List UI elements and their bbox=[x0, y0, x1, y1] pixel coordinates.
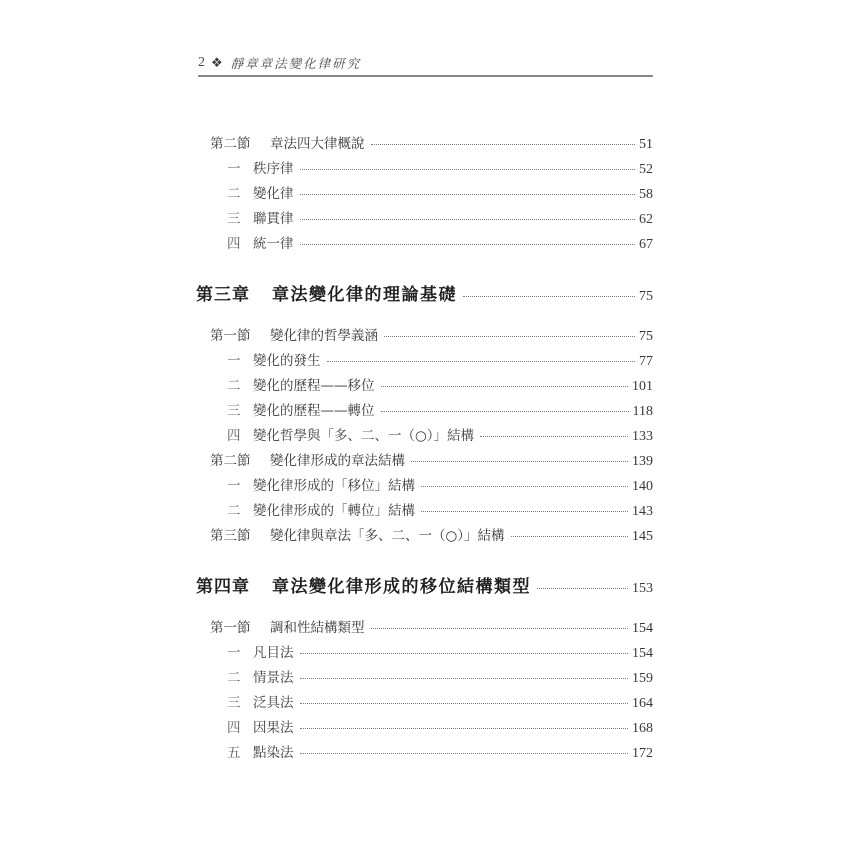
toc-item-entry bbox=[227, 207, 653, 228]
toc-item-entry bbox=[227, 499, 653, 520]
toc-item-entry bbox=[227, 182, 653, 203]
toc-item-entry bbox=[227, 399, 653, 420]
toc-entry-page-number: 58 bbox=[639, 187, 653, 202]
toc-entry-number: 第一節 bbox=[210, 620, 251, 636]
toc-chapter-entry bbox=[196, 572, 653, 597]
toc-entry-title: 泛具法 bbox=[253, 695, 294, 711]
toc-entry-page-number: 139 bbox=[632, 454, 653, 469]
toc-entry-number: 三 bbox=[227, 695, 241, 711]
toc-entry-number: 四 bbox=[227, 236, 241, 252]
toc-item-entry bbox=[227, 741, 653, 762]
toc-entry-number: 一 bbox=[227, 353, 241, 369]
toc-entry-page-number: 75 bbox=[639, 289, 653, 304]
toc-entry-title: 聯貫律 bbox=[253, 211, 294, 227]
toc-entry-title: 點染法 bbox=[253, 745, 294, 761]
running-header bbox=[198, 52, 653, 74]
toc-entry-number: 第三章 bbox=[196, 285, 250, 305]
toc-section-entry bbox=[210, 324, 653, 345]
toc-entry-number: 四 bbox=[227, 428, 241, 444]
toc-entry-title: 變化律形成的「移位」結構 bbox=[253, 478, 415, 494]
diamond-ornament-icon: ❖ bbox=[211, 55, 223, 71]
toc-entry-page-number: 164 bbox=[632, 696, 653, 711]
dot-leader bbox=[384, 327, 635, 341]
toc-entry-page-number: 145 bbox=[632, 529, 653, 544]
toc-entry-title: 統一律 bbox=[253, 236, 294, 252]
dot-leader bbox=[421, 477, 628, 491]
toc-entry-number: 五 bbox=[227, 745, 241, 761]
toc-section-entry bbox=[210, 524, 653, 545]
dot-leader bbox=[511, 527, 628, 541]
toc-entry-title: 章法四大律概說 bbox=[270, 136, 365, 152]
toc-entry-number: 第二節 bbox=[210, 453, 251, 469]
dot-leader bbox=[327, 352, 636, 366]
toc-entry-page-number: 154 bbox=[632, 646, 653, 661]
toc-entry-number: 四 bbox=[227, 720, 241, 736]
toc-entry-page-number: 140 bbox=[632, 479, 653, 494]
toc-entry-title: 變化的發生 bbox=[253, 353, 321, 369]
dot-leader bbox=[300, 744, 629, 758]
toc-entry-title: 變化哲學與「多、二、一（○）」結構 bbox=[253, 428, 475, 444]
dot-leader bbox=[480, 427, 628, 441]
toc-section-entry bbox=[210, 449, 653, 470]
toc-item-entry bbox=[227, 424, 653, 445]
toc-item-entry bbox=[227, 641, 653, 662]
toc-item-entry bbox=[227, 349, 653, 370]
toc-entry-number: 三 bbox=[227, 211, 241, 227]
toc-section-entry bbox=[210, 616, 653, 637]
toc-entry-page-number: 77 bbox=[639, 354, 653, 369]
toc-entry-number: 三 bbox=[227, 403, 241, 419]
toc-entry-page-number: 133 bbox=[632, 429, 653, 444]
dot-leader bbox=[300, 669, 629, 683]
page-number: 2 bbox=[198, 55, 205, 70]
dot-leader bbox=[381, 402, 629, 416]
dot-leader bbox=[300, 160, 636, 174]
dot-leader bbox=[421, 502, 628, 516]
toc-entry-page-number: 172 bbox=[632, 746, 653, 761]
dot-leader bbox=[381, 377, 629, 391]
toc-item-entry bbox=[227, 157, 653, 178]
dot-leader bbox=[300, 719, 629, 733]
toc-entry-title: 變化律與章法「多、二、一（○）」結構 bbox=[270, 528, 505, 544]
dot-leader bbox=[371, 135, 636, 149]
toc-entry-title: 章法變化律的理論基礎 bbox=[272, 285, 457, 305]
toc-entry-title: 章法變化律形成的移位結構類型 bbox=[272, 577, 531, 597]
toc-entry-number: 一 bbox=[227, 161, 241, 177]
toc-entry-title: 因果法 bbox=[253, 720, 294, 736]
toc-entry-title: 變化的歷程——轉位 bbox=[253, 403, 375, 419]
toc-chapter-entry bbox=[196, 280, 653, 305]
toc-entry-page-number: 51 bbox=[639, 137, 653, 152]
toc-entry-number: 二 bbox=[227, 503, 241, 519]
dot-leader bbox=[300, 185, 636, 199]
toc-entry-page-number: 168 bbox=[632, 721, 653, 736]
toc-entry-number: 二 bbox=[227, 186, 241, 202]
toc-entry-title: 情景法 bbox=[253, 670, 294, 686]
dot-leader bbox=[411, 452, 628, 466]
toc-item-entry bbox=[227, 474, 653, 495]
dot-leader bbox=[300, 210, 636, 224]
toc-item-entry bbox=[227, 691, 653, 712]
book-title: 靜章章法變化律研究 bbox=[230, 56, 362, 71]
toc-entry-number: 第一節 bbox=[210, 328, 251, 344]
toc-entry-number: 二 bbox=[227, 670, 241, 686]
toc-entry-page-number: 101 bbox=[632, 379, 653, 394]
dot-leader bbox=[300, 644, 629, 658]
toc-entry-title: 凡目法 bbox=[253, 645, 294, 661]
toc-entry-number: 一 bbox=[227, 478, 241, 494]
dot-leader bbox=[300, 235, 636, 249]
toc-entry-page-number: 118 bbox=[632, 404, 653, 419]
dot-leader bbox=[371, 619, 629, 633]
toc-entry-title: 變化的歷程——移位 bbox=[253, 378, 375, 394]
toc-entry-page-number: 62 bbox=[639, 212, 653, 227]
toc-entry-title: 變化律的哲學義涵 bbox=[270, 328, 378, 344]
dot-leader bbox=[300, 694, 629, 708]
toc-entry-page-number: 52 bbox=[639, 162, 653, 177]
toc-entry-title: 調和性結構類型 bbox=[270, 620, 365, 636]
toc-entry-page-number: 153 bbox=[632, 581, 653, 596]
header-rule-divider bbox=[198, 75, 653, 77]
toc-item-entry bbox=[227, 666, 653, 687]
toc-item-entry bbox=[227, 232, 653, 253]
toc-entry-title: 變化律形成的「轉位」結構 bbox=[253, 503, 415, 519]
toc-entry-page-number: 154 bbox=[632, 621, 653, 636]
toc-entry-title: 變化律形成的章法結構 bbox=[270, 453, 405, 469]
toc-entry-number: 第三節 bbox=[210, 528, 251, 544]
toc-entry-number: 第二節 bbox=[210, 136, 251, 152]
toc-section-entry bbox=[210, 132, 653, 153]
toc-entry-page-number: 67 bbox=[639, 237, 653, 252]
toc-entry-page-number: 75 bbox=[639, 329, 653, 344]
toc-item-entry bbox=[227, 716, 653, 737]
toc-entry-page-number: 159 bbox=[632, 671, 653, 686]
toc-entry-title: 秩序律 bbox=[253, 161, 294, 177]
dot-leader bbox=[537, 575, 628, 592]
toc-entry-number: 二 bbox=[227, 378, 241, 394]
toc-entry-number: 一 bbox=[227, 645, 241, 661]
toc-entry-title: 變化律 bbox=[253, 186, 294, 202]
dot-leader bbox=[463, 283, 635, 300]
toc-entry-number: 第四章 bbox=[196, 577, 250, 597]
toc-entry-page-number: 143 bbox=[632, 504, 653, 519]
toc-item-entry bbox=[227, 374, 653, 395]
